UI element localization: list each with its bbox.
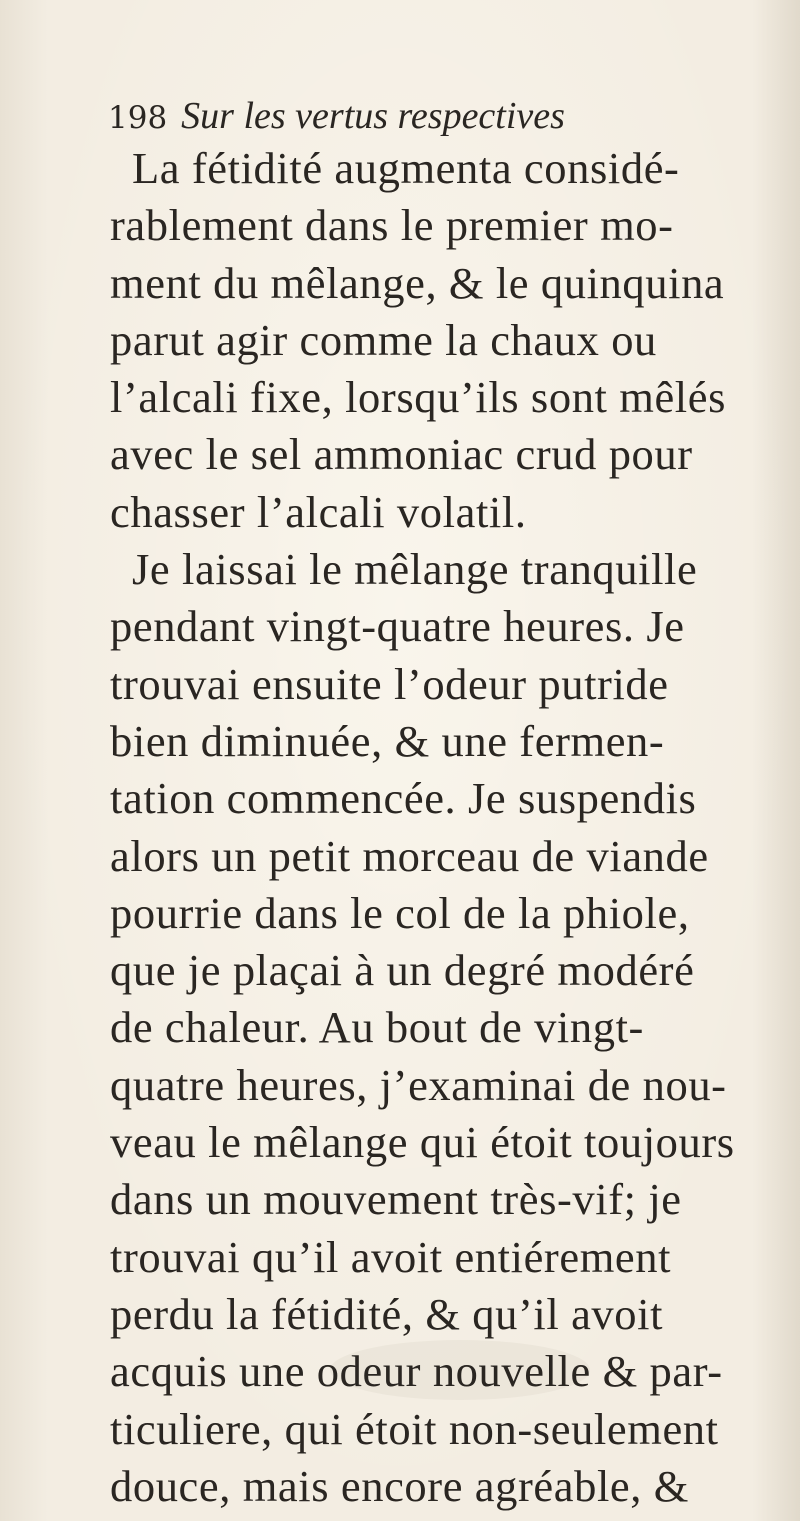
text-line: acquis une odeur nouvelle & par- xyxy=(110,1346,723,1397)
text-line: chasser l’alcali volatil. xyxy=(110,486,527,537)
text-line: pourrie dans le col de la phiole, xyxy=(110,887,690,938)
text-line: trouvai ensuite l’odeur putride xyxy=(110,658,669,709)
text-line: l’alcali fixe, lorsqu’ils sont mêlés xyxy=(110,372,727,423)
text-line: rablement dans le premier mo- xyxy=(110,200,674,251)
text-line: de chaleur. Au bout de vingt- xyxy=(110,1002,644,1053)
text-line: avec le sel ammoniac crud pour xyxy=(110,429,693,480)
text-line: douce, mais encore agréable, & xyxy=(110,1460,689,1511)
page-number: 198 xyxy=(108,100,168,136)
text-line: ment du mêlange, & le quinquina xyxy=(110,257,725,308)
text-line: Je laissai le mêlange tranquille xyxy=(132,544,698,595)
text-line: pendant vingt-quatre heures. Je xyxy=(110,601,685,652)
body-text xyxy=(110,140,790,1515)
text-line: La fétidité augmenta considé- xyxy=(132,143,680,193)
text-line: trouvai qu’il avoit entiérement xyxy=(110,1231,672,1282)
text-line: quatre heures, j’examinai de nou- xyxy=(110,1059,727,1110)
running-title: Sur les vertus respectives xyxy=(181,95,565,137)
text-line: alors un petit morceau de viande xyxy=(110,830,709,881)
text-line: que je plaçai à un degré modéré xyxy=(110,945,695,996)
text-line: perdu la fétidité, & qu’il avoit xyxy=(110,1288,664,1339)
text-line: ticuliere, qui étoit non-seulement xyxy=(110,1403,719,1454)
text-line: parut agir comme la chaux ou xyxy=(110,314,657,365)
page-header xyxy=(108,94,565,144)
text-line: dans un mouvement très-vif; je xyxy=(110,1174,682,1225)
text-line: bien diminuée, & une fermen- xyxy=(110,715,665,766)
text-line: tation commencée. Je suspendis xyxy=(110,773,697,824)
text-line: veau le mêlange qui étoit toujours xyxy=(110,1117,735,1168)
